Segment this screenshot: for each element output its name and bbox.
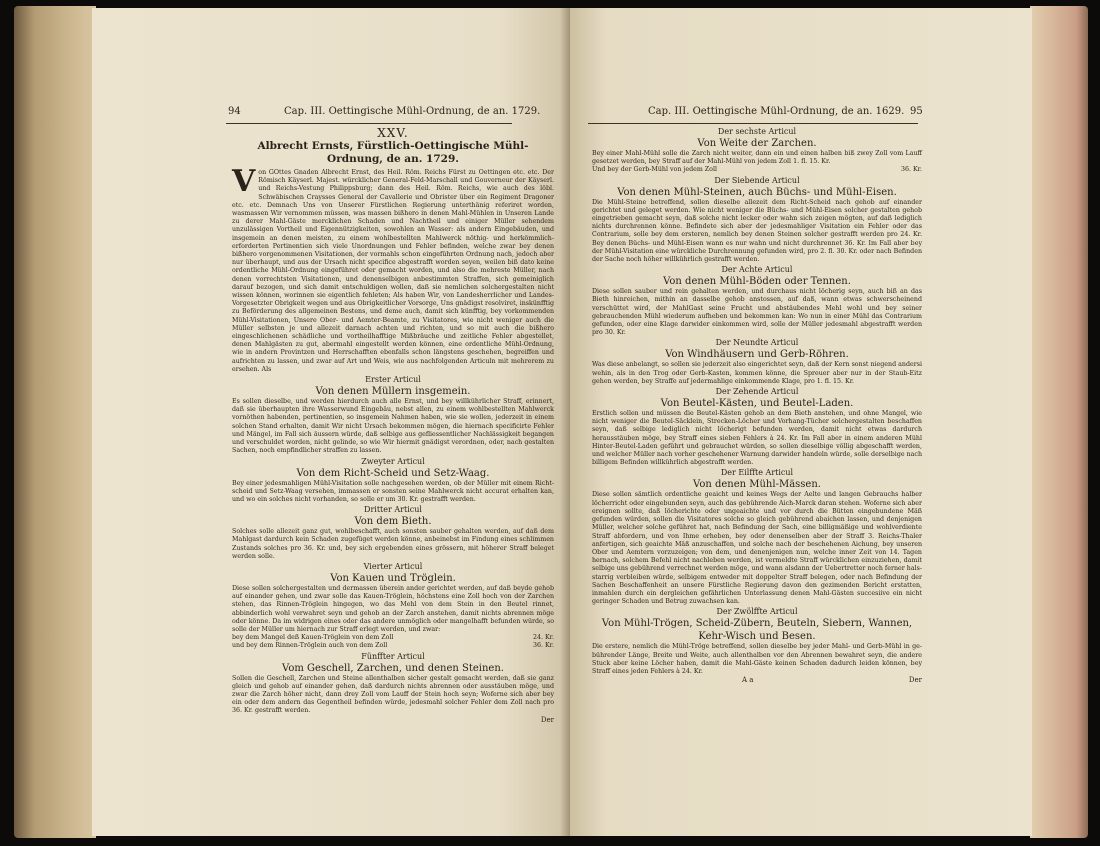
fine-line <box>592 166 922 174</box>
signature-mark: A a <box>742 676 754 685</box>
article-text: Diese sollen sauber und rein gehalten werden, und durchaus nicht löcherig seyn, auch biß an das Bieth hinreichen, mithin an dasselbe gehob anstossen, auf daß, wann etwas schwerscheinend verschüttet wird, der MahlGast seine Frucht und abstäubendes Mehl wohl und bey seiner gebrauchenden Mühl wiederum aufheben und bekommen kan: Wo nun in einer Mühl das Contrarium gefunden, oder eine Klage darwider einkommen wird, solle der Müller jedesmahl abgestrafft werden pro 30. Kr. <box>592 288 922 337</box>
page-footer <box>592 676 922 686</box>
article-title: Von Windhäusern und Gerb-Röhren. <box>665 349 849 361</box>
article-title: Von Mühl-Trögen, Scheid-Zübern, Beuteln, Siebern, Wannen, Kehr-Wisch und Besen. <box>601 618 913 643</box>
article-text: Bey einer jedesmahligen Mühl-Visitation solle nachgesehen werden, ob der Müller mit einem Richtscheid und Setz-Waag versehen, immassen er sonsten seine Mahlwerck nicht accurat erhalten kan, und wo ein solches nicht vorhanden, so solle er um 30. Kr. gestrafft werden. <box>232 479 554 503</box>
running-head: Cap. III. Oettingische Mühl-Ordnung, de an. 1629. <box>648 106 905 117</box>
article-title: Vom Geschell, Zarchen, und denen Steinen. <box>282 662 504 674</box>
article-title: Von Weite der Zarchen. <box>697 138 817 149</box>
header-rule <box>588 123 918 124</box>
article-12 <box>592 606 922 676</box>
article-title: Von dem Richt-Scheid und Setz-Waag. <box>296 467 490 479</box>
article-1 <box>232 374 554 455</box>
page-number: 95 <box>910 106 923 117</box>
chapter-number: XXV. <box>377 126 409 140</box>
article-title: Von denen Mühl-Steinen, auch Büchs- und Mühl-Eisen. <box>617 186 897 198</box>
article-7 <box>592 175 922 265</box>
fine-line <box>232 634 554 642</box>
article-number: Der Siebende Articul <box>714 175 800 185</box>
article-9 <box>592 337 922 386</box>
article-text: Die erstere, nemlich die Mühl-Tröge betreffend, sollen dieselbe bey jeder Mahl- und Gerb-Mühl in gebührender Länge, Breite und Weite, auch allenthalben vor den Abrennen bewahret seyn, die andere Stuck aber keine Löcher haben, damit die Mahl-Gäste keinen Schaden dadurch leiden können, bey Straff eines jeden Fehlers à 24. Kr. <box>592 643 922 675</box>
drop-cap: V <box>232 164 256 199</box>
right-page <box>570 8 1032 836</box>
article-number: Der Neundte Articul <box>715 338 799 348</box>
article-number: Der Zehende Articul <box>715 387 799 397</box>
article-number: Vierter Articul <box>363 561 423 571</box>
article-text: Diese sollen solchergestalten und dermassen überein ander gerichtet werden, auf daß beyde gehob auf einander gehen, und zwar solle das Kauen-Tröglein, höchstens eine Zoll hoch von der Zarchen stehen, das Rinnen-Tröglein hingegen, wo das Mehl von dem Stein in den Beutel rinnet, abbinderlich wohl verwahret seyn und gehob an der Zarch anstehen, damit nichts abrennen möge oder könne. Da im widrigen eines oder das andere unmöglich oder mangelhafft befunden würde, so solle der Müller um hiernach zur Straff erlegt werden, und zwar: <box>232 584 554 633</box>
article-title: Von Kauen und Tröglein. <box>330 572 456 584</box>
article-6 <box>592 126 922 175</box>
article-text: Sollen die Geschell, Zarchen und Steine allenthalben sicher gestalt gemacht werden, daß sie ganz gleich und gehob auf einander gehen, daß dardurch nichts abrennen oder ausstäuben möge, und zwar die Zarch höher nicht, dann drey Zoll vom Lauff der Stein hoch seyn; Woferne sich aber bey ein oder dem andern das Gegentheil befinden würde, jedesmahl solcher Fehler dem Zoll nach pro 36. Kr. gestrafft werden. <box>232 674 554 715</box>
article-text: Solches solle allezeit ganz gut, wohlbeschafft, auch sonsten sauber gehalten werden, auf daß dem Mahlgast dardurch kein Schaden zugefüget werden könne, anbeinebst im Findung eines schlimmen Zustands solches pro 36. Kr. und, bey sich ergebenden eines grössern, mit höherer Straff beleget werden solle. <box>232 528 554 560</box>
fine-line <box>232 642 554 650</box>
article-number: Fünffter Articul <box>361 651 425 661</box>
article-text: Es sollen dieselbe, und werden hierdurch auch alle Ernst, und bey willkührlicher Straff, erinnert, daß sie überhaupten ihre Wasserwund Eingebäu, nebst allen, zu einem wohlbestellten Mahlwerck vornöthen habenden, pertinentien, so insgemein Nahmen haben, wie sie wollen, jederzeit in einem solchen Stand erhalten, damit Wir nicht Ursach bekommen mögen, die hiernach specificirte Fehler und Mängel, im Fall sich äussern würde, daß selbige aus gefliessentlicher Nachlässigkeit begangen und verschuldet worden, nicht gelinde, so wie Wir hiermit gnädigst verordnen, oder, nach gestalten Sachen, noch empfindlicher straffen zu lassen. <box>232 398 554 455</box>
article-text <box>592 150 922 166</box>
article-title: Von denen Müllern insgemein. <box>315 386 471 398</box>
left-page-edges <box>14 6 96 838</box>
article-3 <box>232 504 554 561</box>
article-text-body: Bey einer Mahl-Mühl solle die Zarch nicht weiter, dann ein und einen halben biß zwey Zoll vom Lauff gesetzet werden, bey Straff auf der Mahl-Mühl von jedem Zoll <box>592 150 922 166</box>
article-10 <box>592 386 922 467</box>
left-page-body <box>232 126 554 724</box>
article-number: Der Zwölffte Articul <box>716 607 798 617</box>
article-title: Von denen Mühl-Mässen. <box>693 479 821 491</box>
intro-paragraph <box>232 164 554 374</box>
article-11 <box>592 467 922 606</box>
ordinance-title: Albrecht Ernsts, Fürstlich-Oettingische Mühl-Ordnung, de an. 1729. <box>257 140 529 165</box>
right-page-edges <box>1030 6 1088 838</box>
article-2 <box>232 456 554 505</box>
article-number: Der sechste Articul <box>717 127 797 136</box>
running-head: Cap. III. Oettingische Mühl-Ordnung, de an. 1729. <box>284 106 541 117</box>
fine-label: bey dem Mangel deß Kauen-Tröglein von dem Zoll <box>232 634 394 642</box>
article-number: Zweyter Articul <box>361 456 425 466</box>
fine-amount: 1. fl. 15. Kr. <box>793 158 831 166</box>
article-5 <box>232 651 554 716</box>
article-text: Was diese anbelangt, so sollen sie jederzeit also eingerichtet seyn, daß der Kern sonst niegend andersi wehin, als in den Trog oder Gerb-Kasten, kommen könne, die Spreuer aber nur in der Staub-Eitz gehen werden, bey Straffe auf jedermahlige einkommende Klage, pro 1. fl. 15. Kr. <box>592 361 922 385</box>
intro-text: on GOttes Gnaden Albrecht Ernst, des Heil. Röm. Reichs Fürst zu Oettingen etc. etc. Der Römisch Käyserl. Majest. würcklicher General-Feld-Marschall und Gouverneur der Käyserl. und Reichs-Vestung Philippsburg; dann des Heil. Röm. Reichs, wie auch des löbl. Schwäbischen Craysses General der Cavallerie und Obrister über ein Regiment Dragoner etc. etc. Demnach Uns von Unserer Fürstlichen Regierung unterthänig referiret worden, wasmassen Wir vernommen müssen, was massen bißhero in denen Mahl-Mühlen in Unseren Lande zu derer Mahl-Gäste mercklichen Schaden und Nachtheil und einiger Müller sehendem unzulässigen Vortheil und Eigennützigkeiten, sowohlen an Wasser: als andern Eingebäuden, und insgemein an denen meisten, zu einem wohlbestellten Mahlwerck nöthig- und herkömmlich-erforderten Pertinentien sich viele Unordnungen und Fehler befinden, welche zwar bey denen bißhero vorgenommenen Visitationen, der vormahls schon eingeführten Ordnung nach, jedoch aber nur überhaupt, und aus der Ursach nicht specifice abgestrafft worden seyen, weilen biß dato keine ordentliche Mühl-Ordnung eingeführet oder gemacht worden, und also die mehreste Müller, nach denen vorrechtsten Visitationen, und denenselbigen anbestimmten Straffen, sich gemeiniglich darauf bezogen, und sich damit entschuldigen wollen, daß sie nemlichen solchergestalten nicht wissen können, worinnen sie eigentlich fehleten; Als haben Wir, von Landesherrlicher und Landes-Vorgesetzter Obrigkeit wegen und aus Obrigkeitlicher Vorsorge, Uns gnädigst resolviret, inskünfftig zu Beförderung des allgemeinen Bestens, und deme auch, damit sich künfftig, bey vorkommenden Mühl-Visitationen, Unsere Ober- und Aemter-Beamte, zu Visitatores, wie nicht weniger auch die Müller selbsten je und allezeit darnach achten und richten, und so mit auch die bißhero eingeschlichenen schädliche und vortheilhafftige Mißbräuche und zeitliche Fehler abgestellet, denen Mahlgästen zu gut, abermahl eingestellt werden können, eine ordentliche Mühl-Ordnung, wie in andern Provintzen und Herrschafften ebenfalls schon längstens geschehen, begreiffen und aufrichten zu lassen, und zwar auf Art und Weis, wie aus nachfolgenden Articuln mit mehrerem zu ersehen. Als <box>232 169 554 373</box>
header-rule <box>226 123 512 124</box>
article-title: Von denen Mühl-Böden oder Tennen. <box>663 276 851 288</box>
article-text: Erstlich sollen und müssen die Beutel-Kästen gehob an dem Bieth anstehen, und ohne Mangel, wie nicht weniger die Beutel-Säcklein, Strecken-Löcher und Vorhang-Tücher solchergestalten beschaffen seyn, daß selbige lediglich nicht löcherigt befunden werden, damit nicht etwas dardurch herausstäuben möge, bey Straff eines sieben Fehlers à 24. Kr. Im Fall aber in einem anderen Mühl Hinter-Beutel-Laden geführt und gebrauchet würden, so sollen dieselbige völlig abgeschafft werden, und welcher Müller nach vorher geschehener Warnung darwider handeln würde, solle derselbige nach billigem Befinden willkührlich abgestrafft werden. <box>592 410 922 467</box>
article-number: Dritter Articul <box>364 505 422 515</box>
fine-amount: 24. Kr. <box>532 634 554 642</box>
right-page-body <box>592 126 922 686</box>
article-text: Diese sollen sämtlich ordentliche geaicht und keines Wegs der Aelte und langen Gebrauchs halber löcherricht oder eingebunden seyn, auch das gebührende Aich-Marck daran stehen. Woferne sich aber ereignen sollte, daß löcherichte oder ungeaichte und vor durch die Bütten eingebundene Mäß gefunden würden, sollen die Visitatores solche so gleich gebührend abaichen lassen, und denjenigen Müller, welcher solche geführet hat, nach Befindung der Sach, eine billigmäßige und wohlverdiente Straff abfordern, und von Ihme erheben, bey oder denenselben aber der Straff 3. Reichs-Thaler anfertigen, sich geaichte Mäß anzuschaffen, und solche nach der beschehenen Aichung, bey unseren Ober und Aemtern vorzuzeigen; von dem, und denenjenigen nun, welche inner Zeit von 14. Tagen hernach, solchem Befehl nicht nachleben werden, ist vermeldte Straff würcklichen einzuziehen, damit selbige uns gebührend verrechnet werden möge, und wann alsdann der Uebertretter noch ferner halsstarrig verbleiben würde, selbigem entweder mit doppelter Straff belegen, oder nach Befindung der Sachen Beschaffenheit an unsere Fürstliche Regierung davon den gezimenden Bericht erstatten, inmahlen durch ein dergleichen gefährlichen Unterlassung denen Mahl-Gästen succesiive ein nicht geringer Schaden und Betrug zuwachsen kan. <box>592 491 922 606</box>
left-page <box>92 8 570 836</box>
article-text: Die Mühl-Steine betreffend, sollen dieselbe allezeit dem Richt-Scheid nach gehob auf einander gerichtet und geleget werden. Wie nicht weniger die Büchs- und Mühl-Eisen solcher gestalten gehob eingetrieben gemacht seyn, daß solche nicht lecker oder wahn sich zeigen mögten, auf daß lediglich nichts durchrennen könne. Befindete sich aber der jedesmahliger Visitation ein Fehler oder das Contrarium, solle bey dem ersteren, nemlich bey denen Steinen solcher gestrafft werden pro 24. Kr. Bey denen Büchs- und Mühl-Eisen wann es nur wahn und nicht durchrennet 36. Kr. Im Fall aber bey der Mühl-Visitation eine würckliche Durchrennung gefunden wird, pro 2. fl. 30. Kr. oder nach Befinden der Sache noch höher willkührlich gestrafft werden. <box>592 198 922 264</box>
article-number: Erster Articul <box>365 375 421 385</box>
fine-label: und bey dem Rinnen-Tröglein auch von dem Zoll <box>232 642 388 650</box>
fine-label: Und bey der Gerb-Mühl von jedem Zoll <box>592 166 717 174</box>
catchword: Der <box>540 715 554 724</box>
page-number: 94 <box>228 106 241 117</box>
article-8 <box>592 264 922 337</box>
article-4 <box>232 561 554 651</box>
fine-amount: 36. Kr. <box>532 642 554 650</box>
article-title: Von Beutel-Kästen, und Beutel-Laden. <box>660 398 854 410</box>
article-number: Der Eilffte Articul <box>720 468 794 478</box>
fine-amount: 36. Kr. <box>900 166 922 174</box>
article-title: Von dem Bieth. <box>354 516 432 528</box>
article-number: Der Achte Articul <box>721 265 793 275</box>
catchword: Der <box>908 676 922 685</box>
